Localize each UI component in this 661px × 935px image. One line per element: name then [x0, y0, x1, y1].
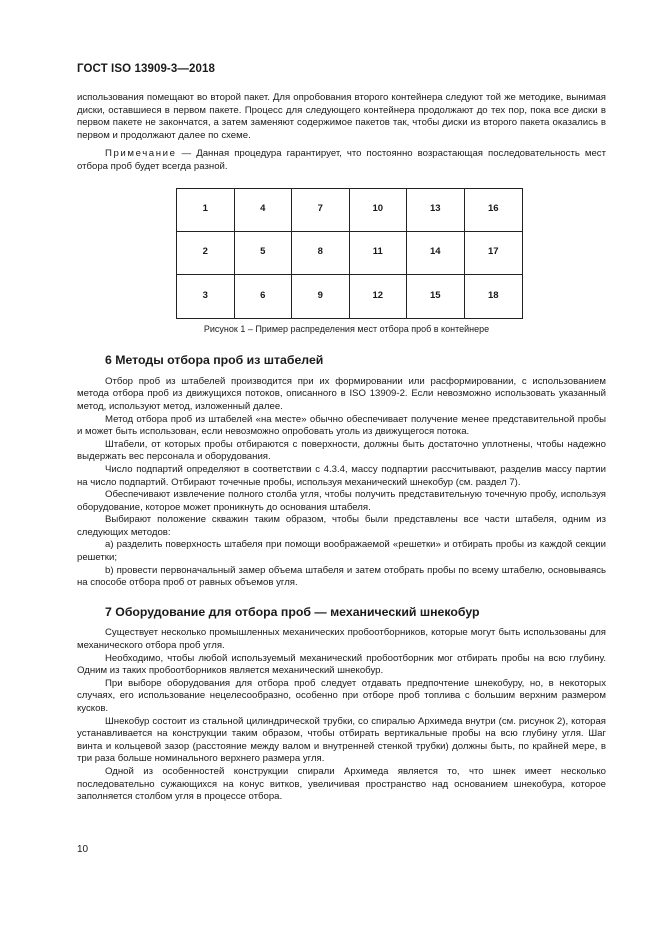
sampling-grid-figure	[176, 188, 523, 319]
section-6-paragraph: Обеспечивают извлечение полного столба угля, чтобы получить представительную точечную пробу, используя оборудование, которое может проникнуть до основания штабеля.	[77, 489, 606, 513]
grid-cell: 11	[350, 232, 408, 275]
intro-paragraph: использования помещают во второй пакет. Для опробования второго контейнера следуют той же методике, вынимая диски, оставшиеся в первом пакете. Процесс для следующего контейнера продолжают до тех пор, пока все диски в первом пакете не закончатся, а затем заменяют содержимое пакетов так, чтобы диски из второго пакета оказались в первом и продолжают далее по схеме.	[77, 92, 606, 141]
grid-cell: 5	[235, 232, 293, 275]
grid-cell: 8	[292, 232, 350, 275]
grid-cell: 12	[350, 275, 408, 318]
grid-cell: 9	[292, 275, 350, 318]
section-7-paragraph: При выборе оборудования для отбора проб следует отдавать предпочтение шнекобуру, но, в некоторых случаях, его использование нецелесообразно, особенно при отборе проб топлива с большим верхним размером кусков.	[77, 677, 606, 714]
grid-cell: 15	[407, 275, 465, 318]
section-7-paragraph: Одной из особенностей конструкции спирали Архимеда является то, что шнек имеет несколько последовательно сужающихся на конус витков, увеличивая пространство над основанием шнекобура, которое заполняется столбом угля в процессе отбора.	[77, 765, 606, 803]
section-6-list-item: а) разделить поверхность штабеля при помощи воображаемой «решетки» и отбирать пробы из каждой секции решетки;	[77, 539, 606, 564]
grid-cell: 3	[177, 275, 235, 318]
page-number: 10	[77, 844, 89, 855]
grid-cell: 7	[292, 189, 350, 232]
section-7-paragraph: Шнекобур состоит из стальной цилиндрической трубки, со спиралью Архимеда внутри (см. рисунок 2), которая устанавливается на конструкции таким образом, чтобы отбирать вертикальные пробы на всю глубину угля. Шаг винта и кольцевой зазор (расстояние между валом и внутренней стенкой трубки) должны быть, по крайней мере, в три раза больше номинального верхнего размера угля.	[77, 715, 606, 765]
note-label: Примечание	[105, 148, 177, 160]
page-content	[77, 92, 606, 804]
grid-cell: 2	[177, 232, 235, 275]
section-7-paragraph: Существует несколько промышленных механических пробоотборников, которые могут быть использованы для механического отбора проб угля.	[77, 627, 606, 652]
section-6-paragraph: Отбор проб из штабелей производится при их формировании или расформировании, с использованием метода отбора проб из движущихся потоков, описанного в ISO 13909-2. Если невозможно использовать указанный метод, используют метод, изложенный далее.	[77, 375, 606, 412]
grid-cell: 10	[350, 189, 408, 232]
grid-cell: 17	[465, 232, 523, 275]
note	[77, 148, 606, 173]
grid-cell: 16	[465, 189, 523, 232]
section-7-heading: 7 Оборудование для отбора проб — механический шнекобур	[105, 604, 480, 619]
section-6-paragraph: Штабели, от которых пробы отбираются с поверхности, должны быть достаточно уплотнены, чтобы надежно выдержать вес персонала и оборудования.	[77, 438, 606, 463]
grid-cell: 18	[487, 289, 499, 301]
grid-cell: 13	[407, 189, 465, 232]
grid-cell: 1	[177, 189, 235, 232]
section-7-paragraph: Необходимо, чтобы любой используемый механический пробоотборник мог отбирать пробы на всю глубину. Одним из таких пробоотборников является механический шнекобур.	[77, 652, 606, 677]
grid-cell: 4	[235, 189, 293, 232]
document-header: ГОСТ ISO 13909-3—2018	[77, 63, 215, 75]
section-6-paragraph: Выбирают положение скважин таким образом, чтобы были представлены все части штабеля, одним из следующих методов:	[77, 514, 606, 538]
grid-cell: 6	[235, 275, 293, 318]
section-6-paragraph: Число подпартий определяют в соответствии с 4.3.4, массу подпартии рассчитывают, разделив массу партии на число подпартий. Отбирают точечные пробы, используя механический шнекобур (см. раздел 7).	[77, 463, 606, 488]
section-6-paragraph: Метод отбора проб из штабелей «на месте» обычно обеспечивает получение менее представительной пробы и может быть использован, если невозможно опробовать уголь из движущегося потока.	[77, 413, 606, 438]
section-6-heading: 6 Методы отбора проб из штабелей	[105, 353, 324, 368]
figure-caption: Рисунок 1 – Пример распределения мест отбора проб в контейнере	[203, 323, 490, 334]
note-text: — Данная процедура гарантирует, что постоянно возрастающая последовательность мест отбора проб будет всегда разной.	[77, 148, 606, 172]
grid-cell: 14	[407, 232, 465, 275]
section-6-list-item: b) провести первоначальный замер объема штабеля и затем отобрать пробы по всему штабелю, основываясь на способе отбора проб от равных объемов угля.	[77, 564, 606, 589]
